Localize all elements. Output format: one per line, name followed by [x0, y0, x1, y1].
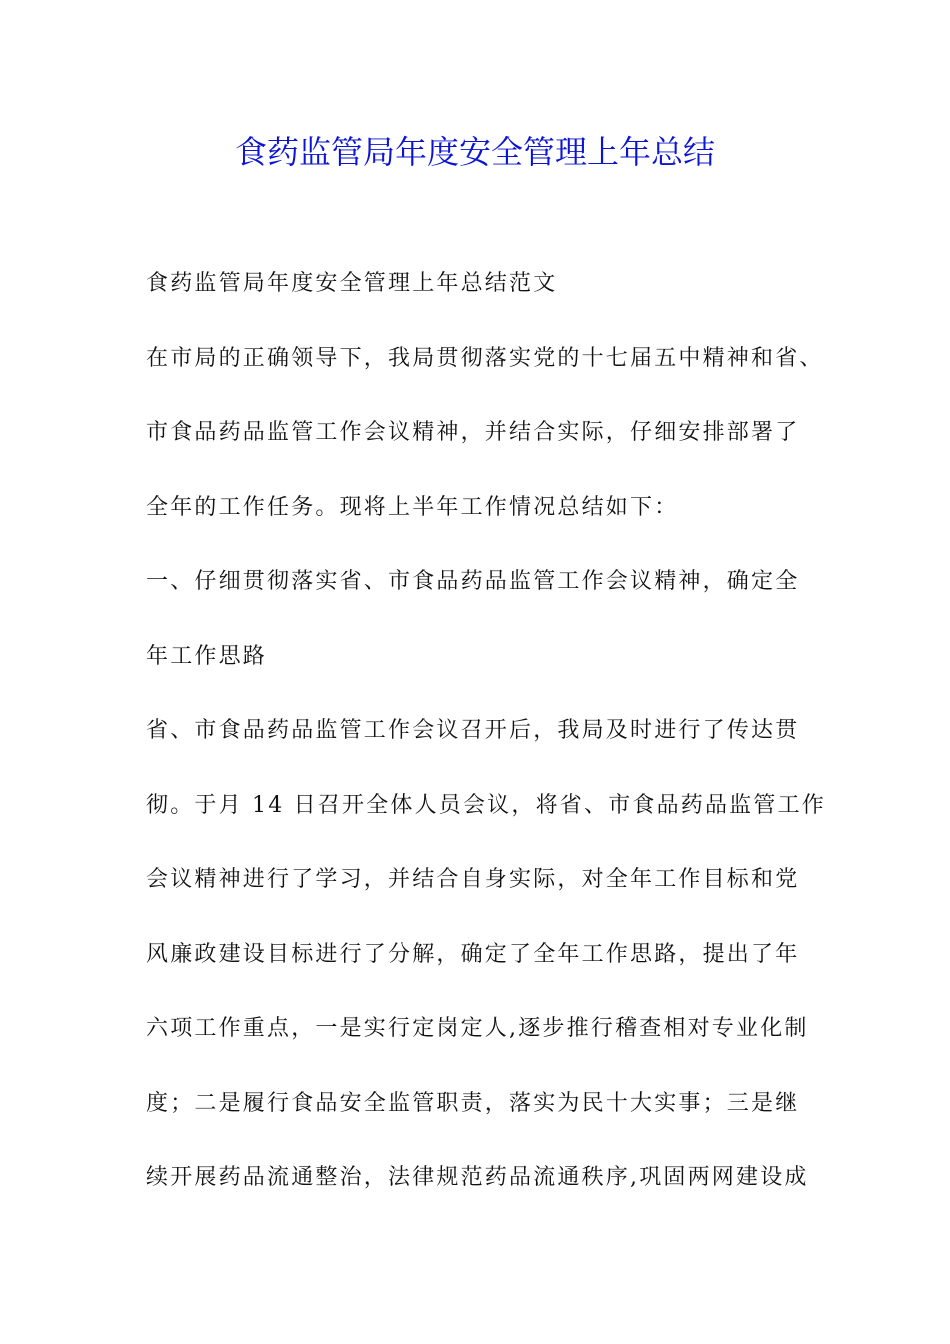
- text-line: 彻。于月 14 日召开全体人员会议，将省、市食品药品监管工作: [146, 792, 826, 818]
- text-line: 风廉政建设目标进行了分解，确定了全年工作思路，提出了年: [146, 941, 800, 967]
- text-line: 在市局的正确领导下，我局贯彻落实党的十七届五中精神和省、: [146, 345, 824, 371]
- text-line: 市食品药品监管工作会议精神，并结合实际，仔细安排部署了: [146, 420, 800, 445]
- text-line: 度；二是履行食品安全监管职责，落实为民十大实事；三是继: [146, 1090, 800, 1116]
- document-title: 食药监管局年度安全管理上年总结: [234, 133, 715, 171]
- text-line: 年工作思路: [146, 643, 268, 669]
- text-line: 会议精神进行了学习，并结合自身实际，对全年工作目标和党: [146, 867, 800, 892]
- text-line: 续开展药品流通整治，法律规范药品流通秩序,巩固两网建设成: [146, 1165, 809, 1190]
- document-body: [146, 258, 826, 1227]
- text-line: 食药监管局年度安全管理上年总结范文: [146, 271, 558, 296]
- text-line: 六项工作重点，一是实行定岗定人,逐步推行稽查相对专业化制: [146, 1016, 809, 1041]
- text-line: 全年的工作任务。现将上半年工作情况总结如下：: [146, 494, 679, 520]
- text-line: 省、市食品药品监管工作会议召开后，我局及时进行了传达贯: [146, 718, 800, 743]
- text-line: 一、仔细贯彻落实省、市食品药品监管工作会议精神，确定全: [146, 569, 800, 594]
